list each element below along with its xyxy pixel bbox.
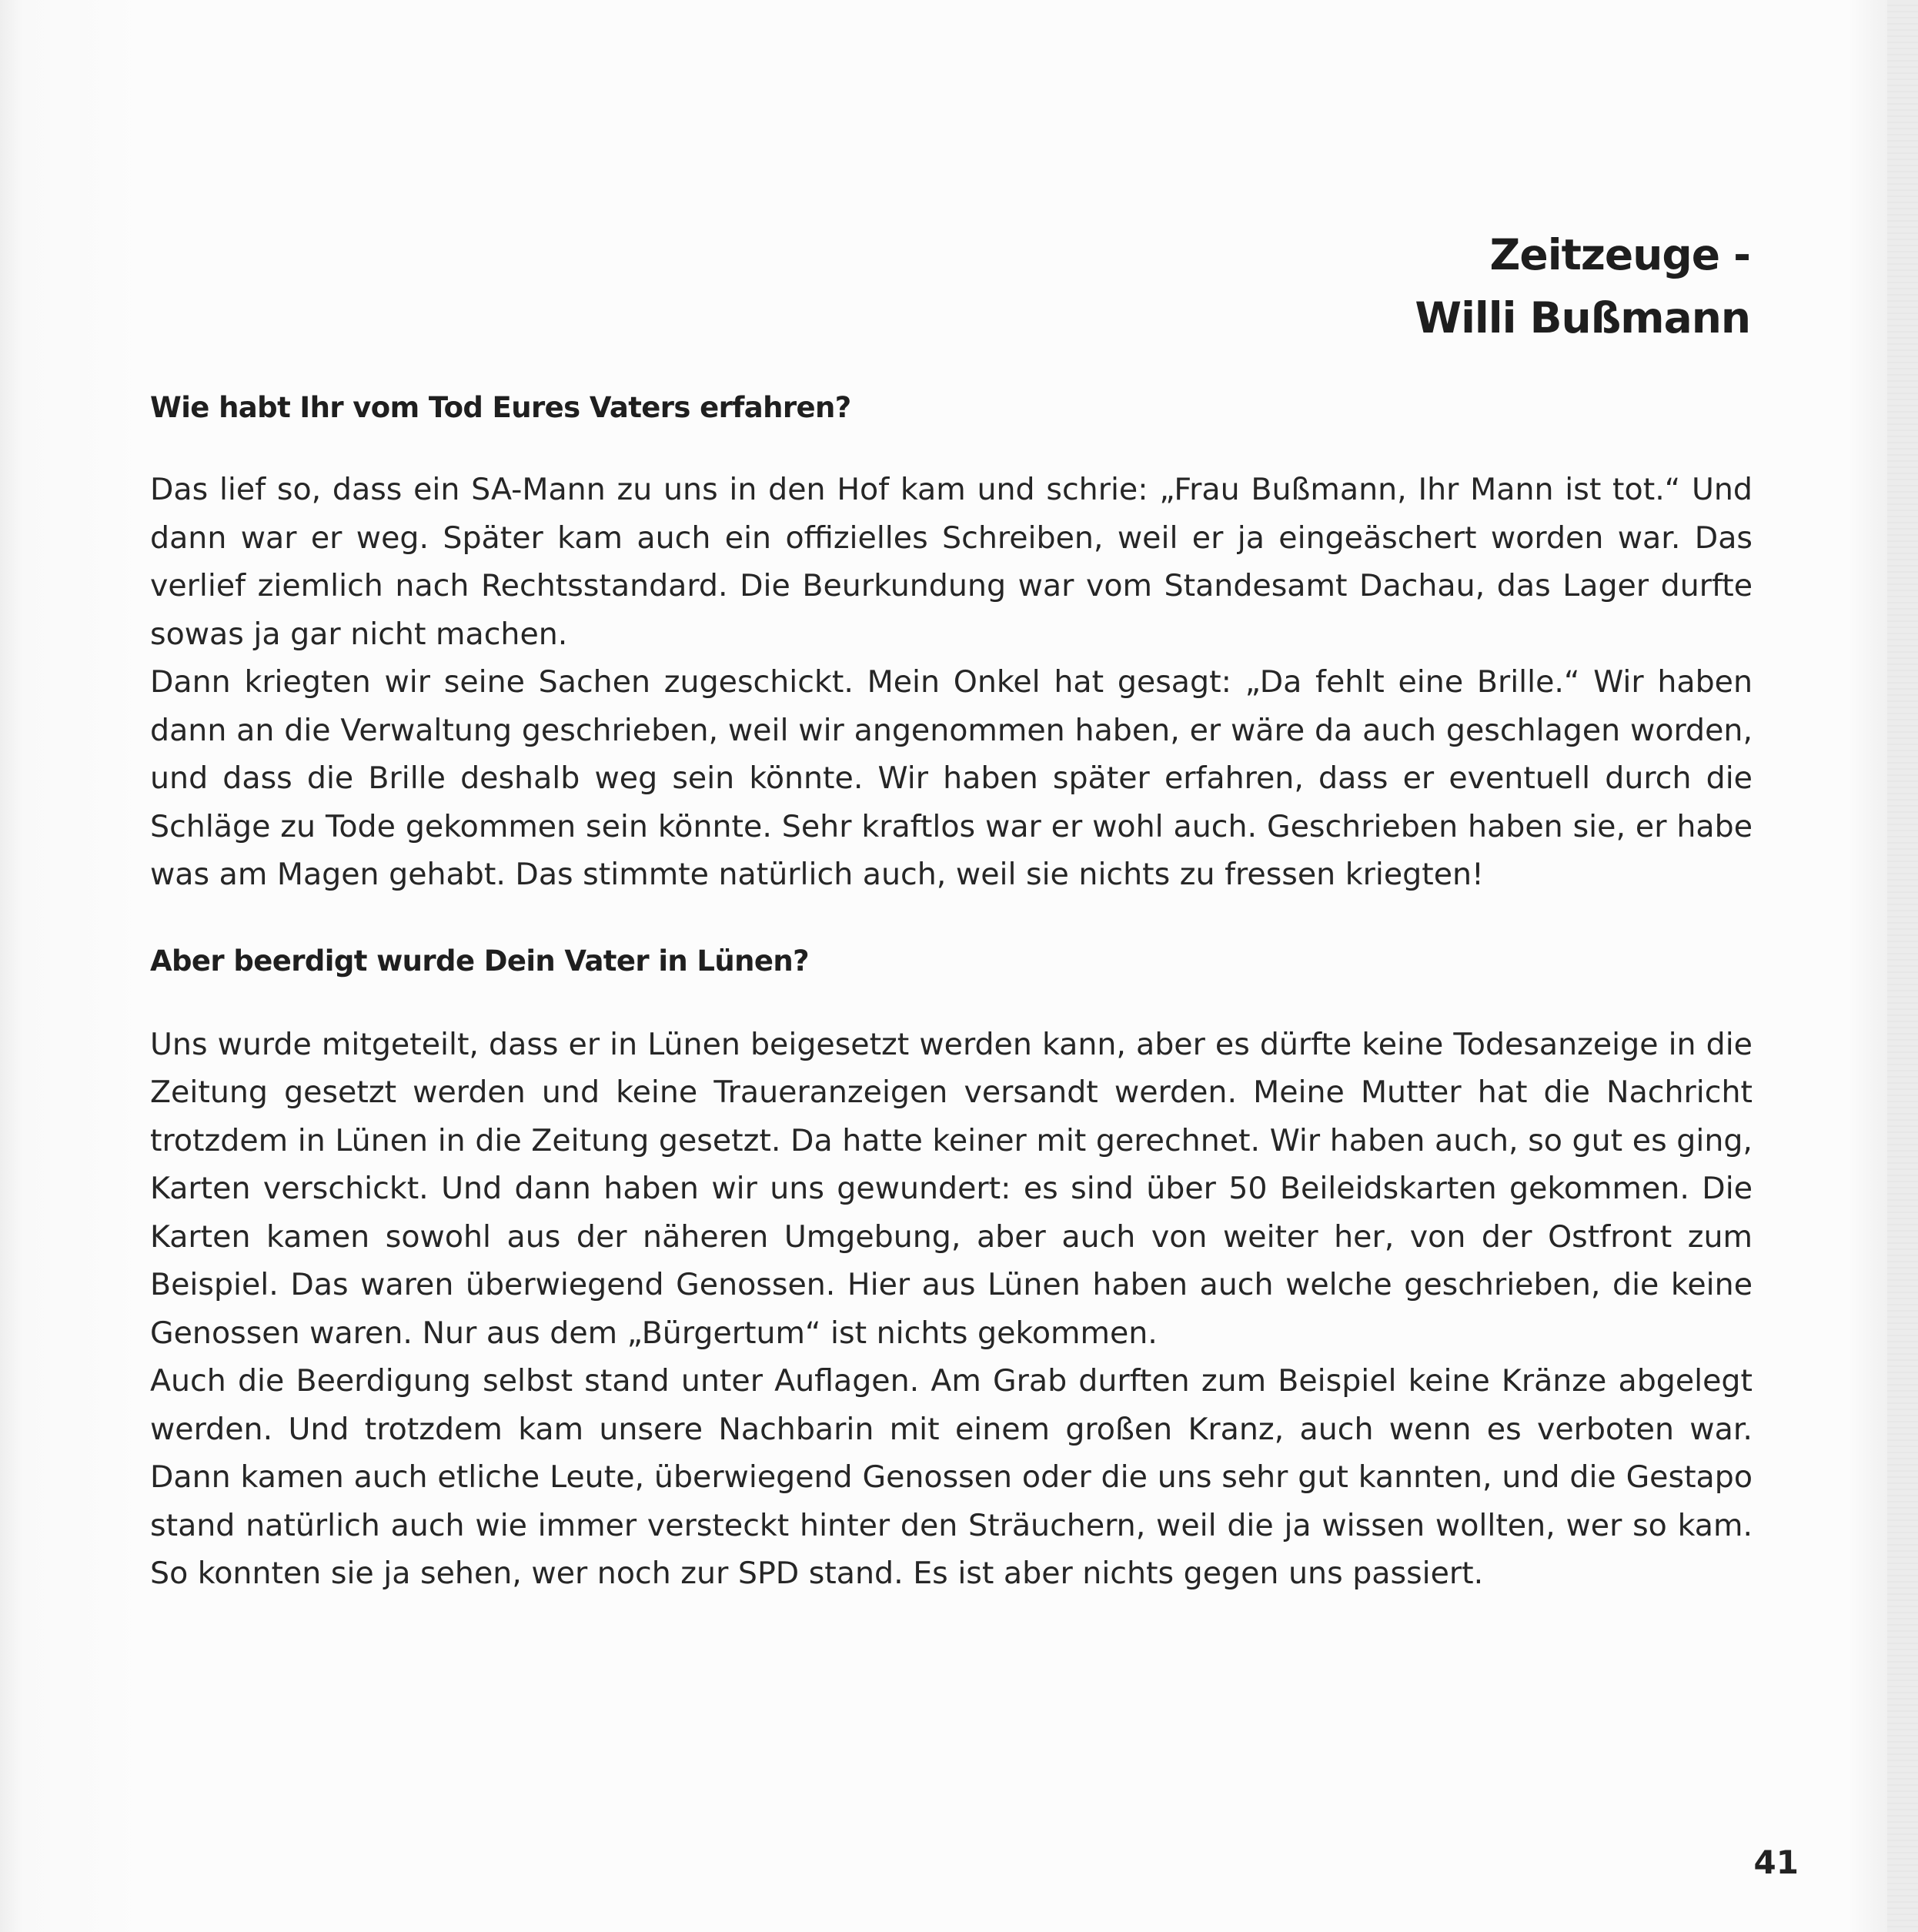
- question-heading: Wie habt Ihr vom Tod Eures Vaters erfahren?: [150, 391, 851, 424]
- answer-paragraph: Auch die Beerdigung selbst stand unter Auflagen. Am Grab durften zum Beispiel keine Kränze abgelegt werden. Und trotzdem kam unsere Nachbarin mit einem großen Kranz, auch wenn es verboten war. Dann kamen auch etliche Leute, überwiegend Genossen oder die uns sehr gut kannten, und die Gestapo stand natürlich auch wie immer versteckt hinter den Sträuchern, weil die ja wissen wollten, wer so kam. So konnten sie ja sehen, wer noch zur SPD stand. Es ist aber nichts gegen uns passiert.: [150, 1363, 1753, 1591]
- page-title: [1415, 223, 1750, 349]
- title-line-1: Zeitzeuge -: [1489, 230, 1750, 279]
- title-line-2: Willi Bußmann: [1415, 293, 1750, 343]
- answer-block: [150, 466, 1753, 899]
- answer-block: [150, 1021, 1753, 1598]
- interview-body: [150, 389, 1753, 1598]
- page-number: 41: [1753, 1843, 1799, 1881]
- answer-paragraph: Dann kriegten wir seine Sachen zugeschickt. Mein Onkel hat gesagt: „Da fehlt eine Brille.“ Wir haben dann an die Verwaltung geschrieben, weil wir angenommen haben, er wäre da auch geschlagen worden, und dass die Brille deshalb weg sein könnte. Wir haben später erfahren, dass er eventuell durch die Schläge zu Tode gekommen sein könnte. Sehr kraftlos war er wohl auch. Geschrieben haben sie, er habe was am Magen gehabt. Das stimmte natürlich auch, weil sie nichts zu fressen kriegten!: [150, 664, 1753, 892]
- question-heading: Aber beerdigt wurde Dein Vater in Lünen?: [150, 944, 809, 978]
- answer-paragraph: Uns wurde mitgeteilt, dass er in Lünen beigesetzt werden kann, aber es dürfte keine Todesanzeige in die Zeitung gesetzt werden und keine Traueranzeigen versandt werden. Meine Mutter hat die Nachricht trotzdem in Lünen in die Zeitung gesetzt. Da hatte keiner mit gerechnet. Wir haben auch, so gut es ging, Karten verschickt. Und dann haben wir uns gewundert: es sind über 50 Beileidskarten gekommen. Die Karten kamen sowohl aus der näheren Umgebung, aber auch von weiter her, von der Ostfront zum Beispiel. Das waren überwiegend Genossen. Hier aus Lünen haben auch welche geschrieben, die keine Genossen waren. Nur aus dem „Bürgertum“ ist nichts gekommen.: [150, 1026, 1753, 1351]
- page-edge: [1887, 0, 1918, 1932]
- answer-paragraph: Das lief so, dass ein SA-Mann zu uns in den Hof kam und schrie: „Frau Bußmann, Ihr Mann ist tot.“ Und dann war er weg. Später kam auch ein offizielles Schreiben, weil er ja eingeäschert worden war. Das verlief ziemlich nach Rechtsstandard. Die Beurkundung war vom Standesamt Dachau, das Lager durfte sowas ja gar nicht machen.: [150, 472, 1753, 652]
